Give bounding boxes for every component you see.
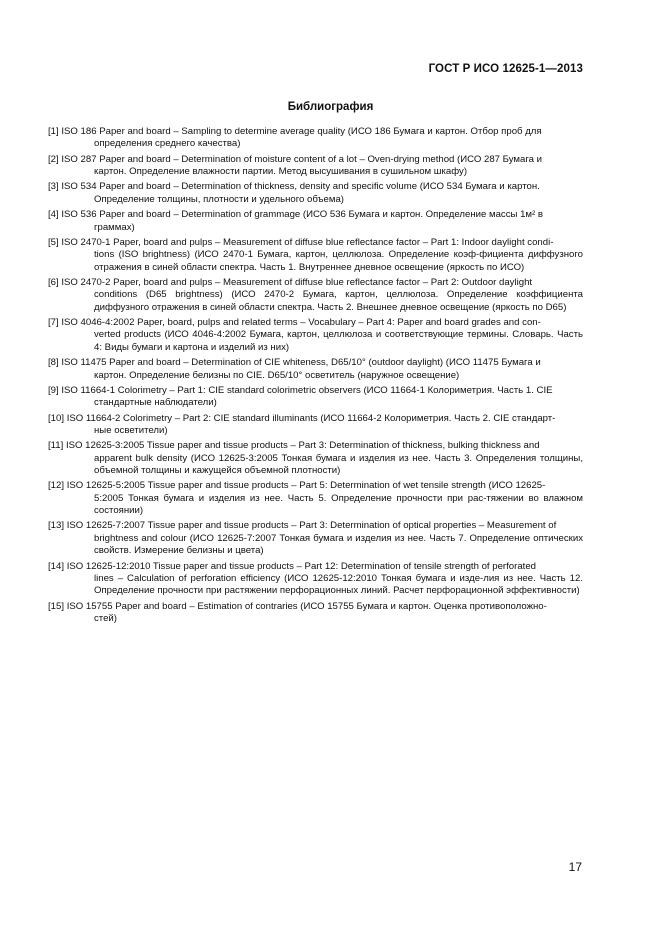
reference-continuation: Определение толщины, плотности и удельного объема) <box>94 193 344 205</box>
reference-continuation: стей) <box>94 613 117 625</box>
reference-item <box>48 209 583 234</box>
reference-text: ISO 12625-5:2005 Tissue paper and tissue products – Part 5: Determination of wet tensile strength (ИСО 12625- <box>66 480 546 492</box>
reference-text: ISO 2470-2 Paper, board and pulps – Measurement of diffuse blue reflectance factor – Part 2: Outdoor daylight <box>61 276 533 288</box>
reference-item <box>48 317 583 354</box>
reference-text: ISO 186 Paper and board – Sampling to determine average quality (ИСО 186 Бумага и картон. Отбор проб для <box>61 126 542 137</box>
reference-list <box>48 126 583 628</box>
reference-text: ISO 2470-1 Paper, board and pulps – Measurement of diffuse blue reflectance factor – Part 1: Indoor daylight condi- <box>61 236 554 248</box>
reference-number: [5] <box>48 236 59 248</box>
reference-text: ISO 536 Paper and board – Determination of grammage (ИСО 536 Бумага и картон. Определение массы 1м² в <box>61 209 543 221</box>
reference-text: ISO 4046-4:2002 Paper, board, pulps and related terms – Vocabulary – Part 4: Paper and board grades and con- <box>61 317 541 329</box>
reference-item <box>48 126 583 151</box>
reference-number: [11] <box>48 440 64 452</box>
reference-item <box>48 385 583 410</box>
reference-text: ISO 12625-12:2010 Tissue paper and tissue products – Part 12: Determination of tensile strength of perforated <box>66 560 536 572</box>
reference-continuation: стандартные наблюдатели) <box>94 397 217 409</box>
reference-text: ISO 11475 Paper and board – Determination of CIE whiteness, D65/10° (outdoor daylight) (ИСО 11475 Бумага и <box>61 357 541 369</box>
reference-number: [14] <box>48 560 65 572</box>
reference-item <box>48 413 583 438</box>
reference-continuation: tions (ISO brightness) (ИСО 2470-1 Бумага, картон, целлюлоза. Определение коэф-фициента диффузного отражения в синей области спектра. Часть 1. Внутреннее дневное освещение (яркость по ИСО) <box>94 249 583 273</box>
reference-item <box>48 181 583 206</box>
reference-text: ISO 11664-2 Colorimetry – Part 2: CIE standard illuminants (ИСО 11664-2 Колориметрия. Часть 2. CIE стандарт- <box>66 412 556 424</box>
reference-item <box>48 520 583 557</box>
reference-item <box>48 440 583 477</box>
reference-text: ISO 15755 Paper and board – Estimation of contraries (ИСО 15755 Бумага и картон. Оценка противоположно- <box>66 600 547 612</box>
reference-item <box>48 237 583 274</box>
document-standard-header: ГОСТ Р ИСО 12625-1—2013 <box>428 63 583 75</box>
reference-number: [9] <box>48 384 59 396</box>
reference-text: ISO 287 Paper and board – Determination of moisture content of a lot – Oven-drying method (ИСО 287 Бумага и <box>61 153 543 165</box>
reference-number: [13] <box>48 520 65 532</box>
reference-item <box>48 601 583 626</box>
reference-continuation: apparent bulk density (ИСО 12625-3:2005 Тонкая бумага и изделия из нее. Часть 3. Определения толщины, объемной толщины и кажущейся объемной плотности) <box>94 452 583 477</box>
reference-continuation: 5:2005 Тонкая бумага и изделия из нее. Часть 5. Определение прочности при рас-тяжении во влажном состоянии) <box>94 492 583 517</box>
reference-continuation: граммах) <box>94 221 135 233</box>
reference-continuation: verted products (ИСО 4046-4:2002 Бумага, картон, целлюлоза и соответствующие термины. Словарь. Часть 4: Виды бумаги и картона и изделий из них) <box>94 329 583 353</box>
reference-continuation: lines – Calculation of perforation efficiency (ИСО 12625-12:2010 Тонкая бумага и изде-лия из нее. Часть 12. Определение прочности при растяжении перфорационных линий. Расчет перфорационной эффективности) <box>94 572 583 597</box>
bibliography-title: Библиография <box>287 101 374 113</box>
reference-number: [2] <box>48 153 59 165</box>
reference-number: [1] <box>48 126 59 137</box>
reference-number: [6] <box>48 276 59 288</box>
reference-number: [15] <box>48 600 65 612</box>
reference-number: [3] <box>48 181 59 193</box>
reference-continuation: определения среднего качества) <box>94 138 241 150</box>
reference-continuation: conditions (D65 brightness) (ИСО 2470-2 Бумага, картон, целлюлоза. Определение коэффициента диффузного отражения в синей области спектра. Часть 2. Внешнее дневное освещение (яркость по D65) <box>94 289 583 313</box>
reference-item <box>48 480 583 517</box>
page-number: 17 <box>568 860 582 874</box>
reference-number: [8] <box>48 357 59 369</box>
reference-text: ISO 12625-3:2005 Tissue paper and tissue products – Part 3: Determination of thickness, bulking thickness and <box>65 440 540 452</box>
reference-text: ISO 534 Paper and board – Determination of thickness, density and specific volume (ИСО 534 Бумага и картон. <box>61 181 540 193</box>
reference-number: [12] <box>48 480 65 492</box>
reference-item <box>48 357 583 382</box>
reference-text: ISO 12625-7:2007 Tissue paper and tissue products – Part 3: Determination of optical properties – Measurement of <box>66 520 557 532</box>
reference-continuation: brightness and colour (ИСО 12625-7:2007 Тонкая бумага и изделия из нее. Часть 7. Определение оптических свойств. Измерение белизны и цвета) <box>94 532 583 557</box>
reference-number: [7] <box>48 317 59 329</box>
reference-continuation: картон. Определение белизны по CIE. D65/10° осветитель (наружное освещение) <box>94 369 460 381</box>
reference-item <box>48 154 583 179</box>
reference-continuation: картон. Определение влажности партии. Метод высушивания в сушильном шкафу) <box>94 166 468 178</box>
reference-item <box>48 277 583 314</box>
reference-number: [10] <box>48 412 65 424</box>
reference-continuation: ные осветители) <box>94 424 168 436</box>
reference-item <box>48 561 583 598</box>
reference-text: ISO 11664-1 Colorimetry – Part 1: CIE standard colorimetric observers (ИСО 11664-1 Колориметрия. Часть 1. CIE <box>61 384 553 396</box>
reference-number: [4] <box>48 209 59 221</box>
